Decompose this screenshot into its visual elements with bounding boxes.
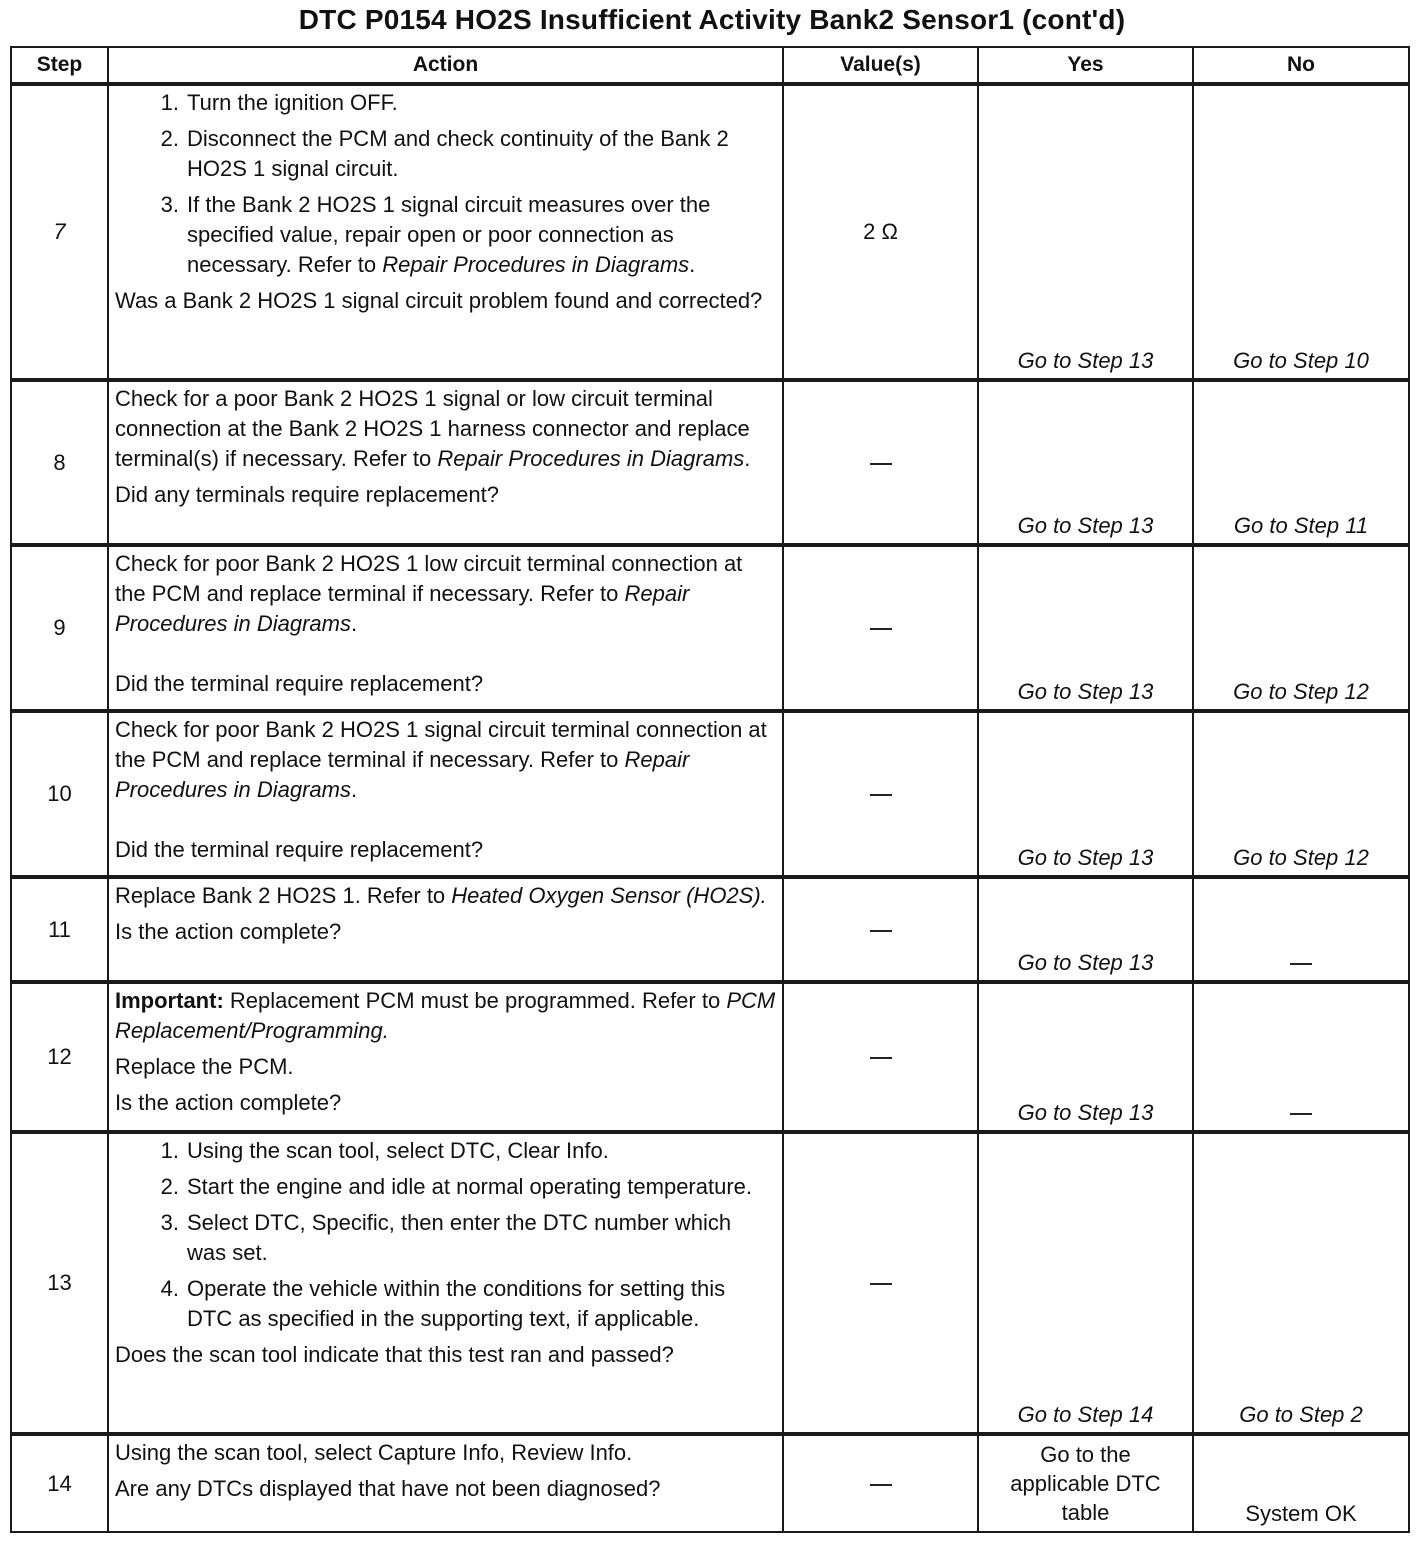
action-cell [108, 982, 783, 1132]
list-item [143, 124, 776, 184]
dash-mark [870, 1057, 892, 1059]
table-row-step-10 [11, 711, 1409, 877]
yes-cell: Go to Step 13 [978, 545, 1193, 711]
important-text: Replacement PCM must be programmed. Refer to [229, 988, 721, 1013]
step-number: 9 [11, 545, 108, 711]
value-cell [783, 380, 978, 545]
action-text-body: Check for poor Bank 2 HO2S 1 low circuit terminal connection at the PCM and replace terminal if necessary. Refer to [115, 551, 743, 606]
action-text [115, 715, 776, 805]
value-cell [783, 1132, 978, 1434]
yes-cell: Go to Step 13 [978, 380, 1193, 545]
action-text-body: Check for a poor Bank 2 HO2S 1 signal or low circuit terminal connection at the Bank 2 HO2S 1 harness connector and replace terminal(s) if necessary. Refer to [115, 386, 750, 471]
dash-mark [1290, 963, 1312, 965]
punctuation: . [689, 252, 696, 277]
question-text: Does the scan tool indicate that this test ran and passed? [115, 1342, 674, 1367]
list-number: 1. [160, 1138, 179, 1163]
no-cell [1193, 982, 1409, 1132]
action-cell [108, 545, 783, 711]
action-text [115, 384, 776, 474]
numbered-list [115, 1136, 776, 1334]
table-row-step-8 [11, 380, 1409, 545]
reference-link[interactable]: Repair Procedures in Diagrams [382, 252, 690, 277]
no-cell: Go to Step 12 [1193, 545, 1409, 711]
list-text-body: If the Bank 2 HO2S 1 signal circuit measures over the specified value, repair open or poor connection as necessary. Refer to [187, 192, 711, 277]
list-text: Disconnect the PCM and check continuity of the Bank 2 HO2S 1 signal circuit. [187, 126, 729, 181]
reference-link[interactable]: PCM Replacement/Programming. [115, 988, 776, 1043]
step-number: 11 [11, 877, 108, 982]
list-text: Turn the ignition OFF. [187, 90, 398, 115]
header-no: No [1193, 47, 1409, 84]
header-yes: Yes [978, 47, 1193, 84]
no-cell [1193, 877, 1409, 982]
punctuation: . [350, 611, 358, 636]
list-number: 2. [160, 126, 179, 151]
yes-cell: Go to Step 13 [978, 877, 1193, 982]
list-number: 4. [160, 1276, 179, 1301]
list-text: Using the scan tool, select DTC, Clear Info. [187, 1138, 609, 1163]
list-number: 3. [160, 192, 179, 217]
value-cell [783, 1434, 978, 1532]
value-cell [783, 545, 978, 711]
step-number: 13 [11, 1132, 108, 1434]
table-row-step-14 [11, 1434, 1409, 1532]
no-cell: Go to Step 11 [1193, 380, 1409, 545]
list-item [143, 1136, 776, 1166]
question-text: Did any terminals require replacement? [115, 482, 499, 507]
list-item [143, 88, 776, 118]
action-cell [108, 1132, 783, 1434]
numbered-list [115, 88, 776, 280]
step-number: 10 [11, 711, 108, 877]
question-text: Is the action complete? [115, 919, 342, 944]
dash-mark [870, 1484, 892, 1486]
no-cell: Go to Step 2 [1193, 1132, 1409, 1434]
question-text: Did the terminal require replacement? [115, 837, 484, 862]
reference-link[interactable]: Repair Procedures in Diagrams [115, 581, 690, 636]
yes-cell: Go to Step 13 [978, 982, 1193, 1132]
diagnostic-table [10, 46, 1410, 1533]
dash-mark [870, 930, 892, 932]
dash-mark [870, 628, 892, 630]
action-cell [108, 1434, 783, 1532]
list-item [143, 1274, 776, 1334]
step-number: 7 [11, 84, 108, 380]
action-text-body: Replace Bank 2 HO2S 1. Refer to [115, 883, 446, 908]
no-cell: Go to Step 12 [1193, 711, 1409, 877]
no-cell: System OK [1193, 1434, 1409, 1532]
important-note [115, 986, 776, 1046]
list-number: 3. [160, 1210, 179, 1235]
dash-mark [870, 1283, 892, 1285]
action-cell [108, 380, 783, 545]
header-step: Step [11, 47, 108, 84]
action-text: Using the scan tool, select Capture Info, Review Info. [115, 1440, 633, 1465]
list-text: Select DTC, Specific, then enter the DTC number which was set. [187, 1210, 732, 1265]
action-text-body: Check for poor Bank 2 HO2S 1 signal circuit terminal connection at the PCM and replace terminal if necessary. Refer to [115, 717, 767, 772]
header-row [11, 47, 1409, 84]
list-number: 1. [160, 90, 179, 115]
header-values: Value(s) [783, 47, 978, 84]
value-cell [783, 877, 978, 982]
action-text [115, 881, 776, 911]
reference-link[interactable]: Repair Procedures in Diagrams [115, 747, 690, 802]
reference-link[interactable]: Repair Procedures in Diagrams [437, 446, 745, 471]
punctuation: . [744, 446, 751, 471]
list-text: Operate the vehicle within the conditions for setting this DTC as specified in the supporting text, if applicable. [187, 1276, 726, 1331]
value-cell: 2 Ω [783, 84, 978, 380]
list-item [143, 1172, 776, 1202]
punctuation: . [350, 777, 358, 802]
step-number: 8 [11, 380, 108, 545]
reference-link[interactable]: Heated Oxygen Sensor (HO2S). [451, 883, 767, 908]
table-row-step-9 [11, 545, 1409, 711]
yes-cell: Go to the applicable DTC table [978, 1434, 1193, 1532]
action-cell [108, 711, 783, 877]
step-number: 12 [11, 982, 108, 1132]
question-text: Did the terminal require replacement? [115, 671, 484, 696]
table-row-step-12 [11, 982, 1409, 1132]
value-cell [783, 711, 978, 877]
table-row-step-7 [11, 84, 1409, 380]
list-item [143, 190, 776, 280]
question-text: Was a Bank 2 HO2S 1 signal circuit problem found and corrected? [115, 288, 763, 313]
page-title: DTC P0154 HO2S Insufficient Activity Bank2 Sensor1 (cont'd) [298, 4, 1126, 35]
list-item [143, 1208, 776, 1268]
action-text: Replace the PCM. [115, 1054, 294, 1079]
dash-mark [1290, 1113, 1312, 1115]
list-number: 2. [160, 1174, 179, 1199]
list-text [187, 190, 776, 280]
important-label: Important: [115, 988, 224, 1013]
dash-mark [870, 463, 892, 465]
yes-cell: Go to Step 14 [978, 1132, 1193, 1434]
no-cell: Go to Step 10 [1193, 84, 1409, 380]
question-text: Are any DTCs displayed that have not been diagnosed? [115, 1476, 661, 1501]
yes-cell: Go to Step 13 [978, 84, 1193, 380]
action-cell [108, 877, 783, 982]
action-cell [108, 84, 783, 380]
yes-cell: Go to Step 13 [978, 711, 1193, 877]
dash-mark [870, 794, 892, 796]
value-cell [783, 982, 978, 1132]
header-action: Action [108, 47, 783, 84]
table-row-step-11 [11, 877, 1409, 982]
step-number: 14 [11, 1434, 108, 1532]
question-text: Is the action complete? [115, 1090, 342, 1115]
action-text [115, 549, 776, 639]
list-text: Start the engine and idle at normal operating temperature. [187, 1174, 753, 1199]
table-row-step-13 [11, 1132, 1409, 1434]
